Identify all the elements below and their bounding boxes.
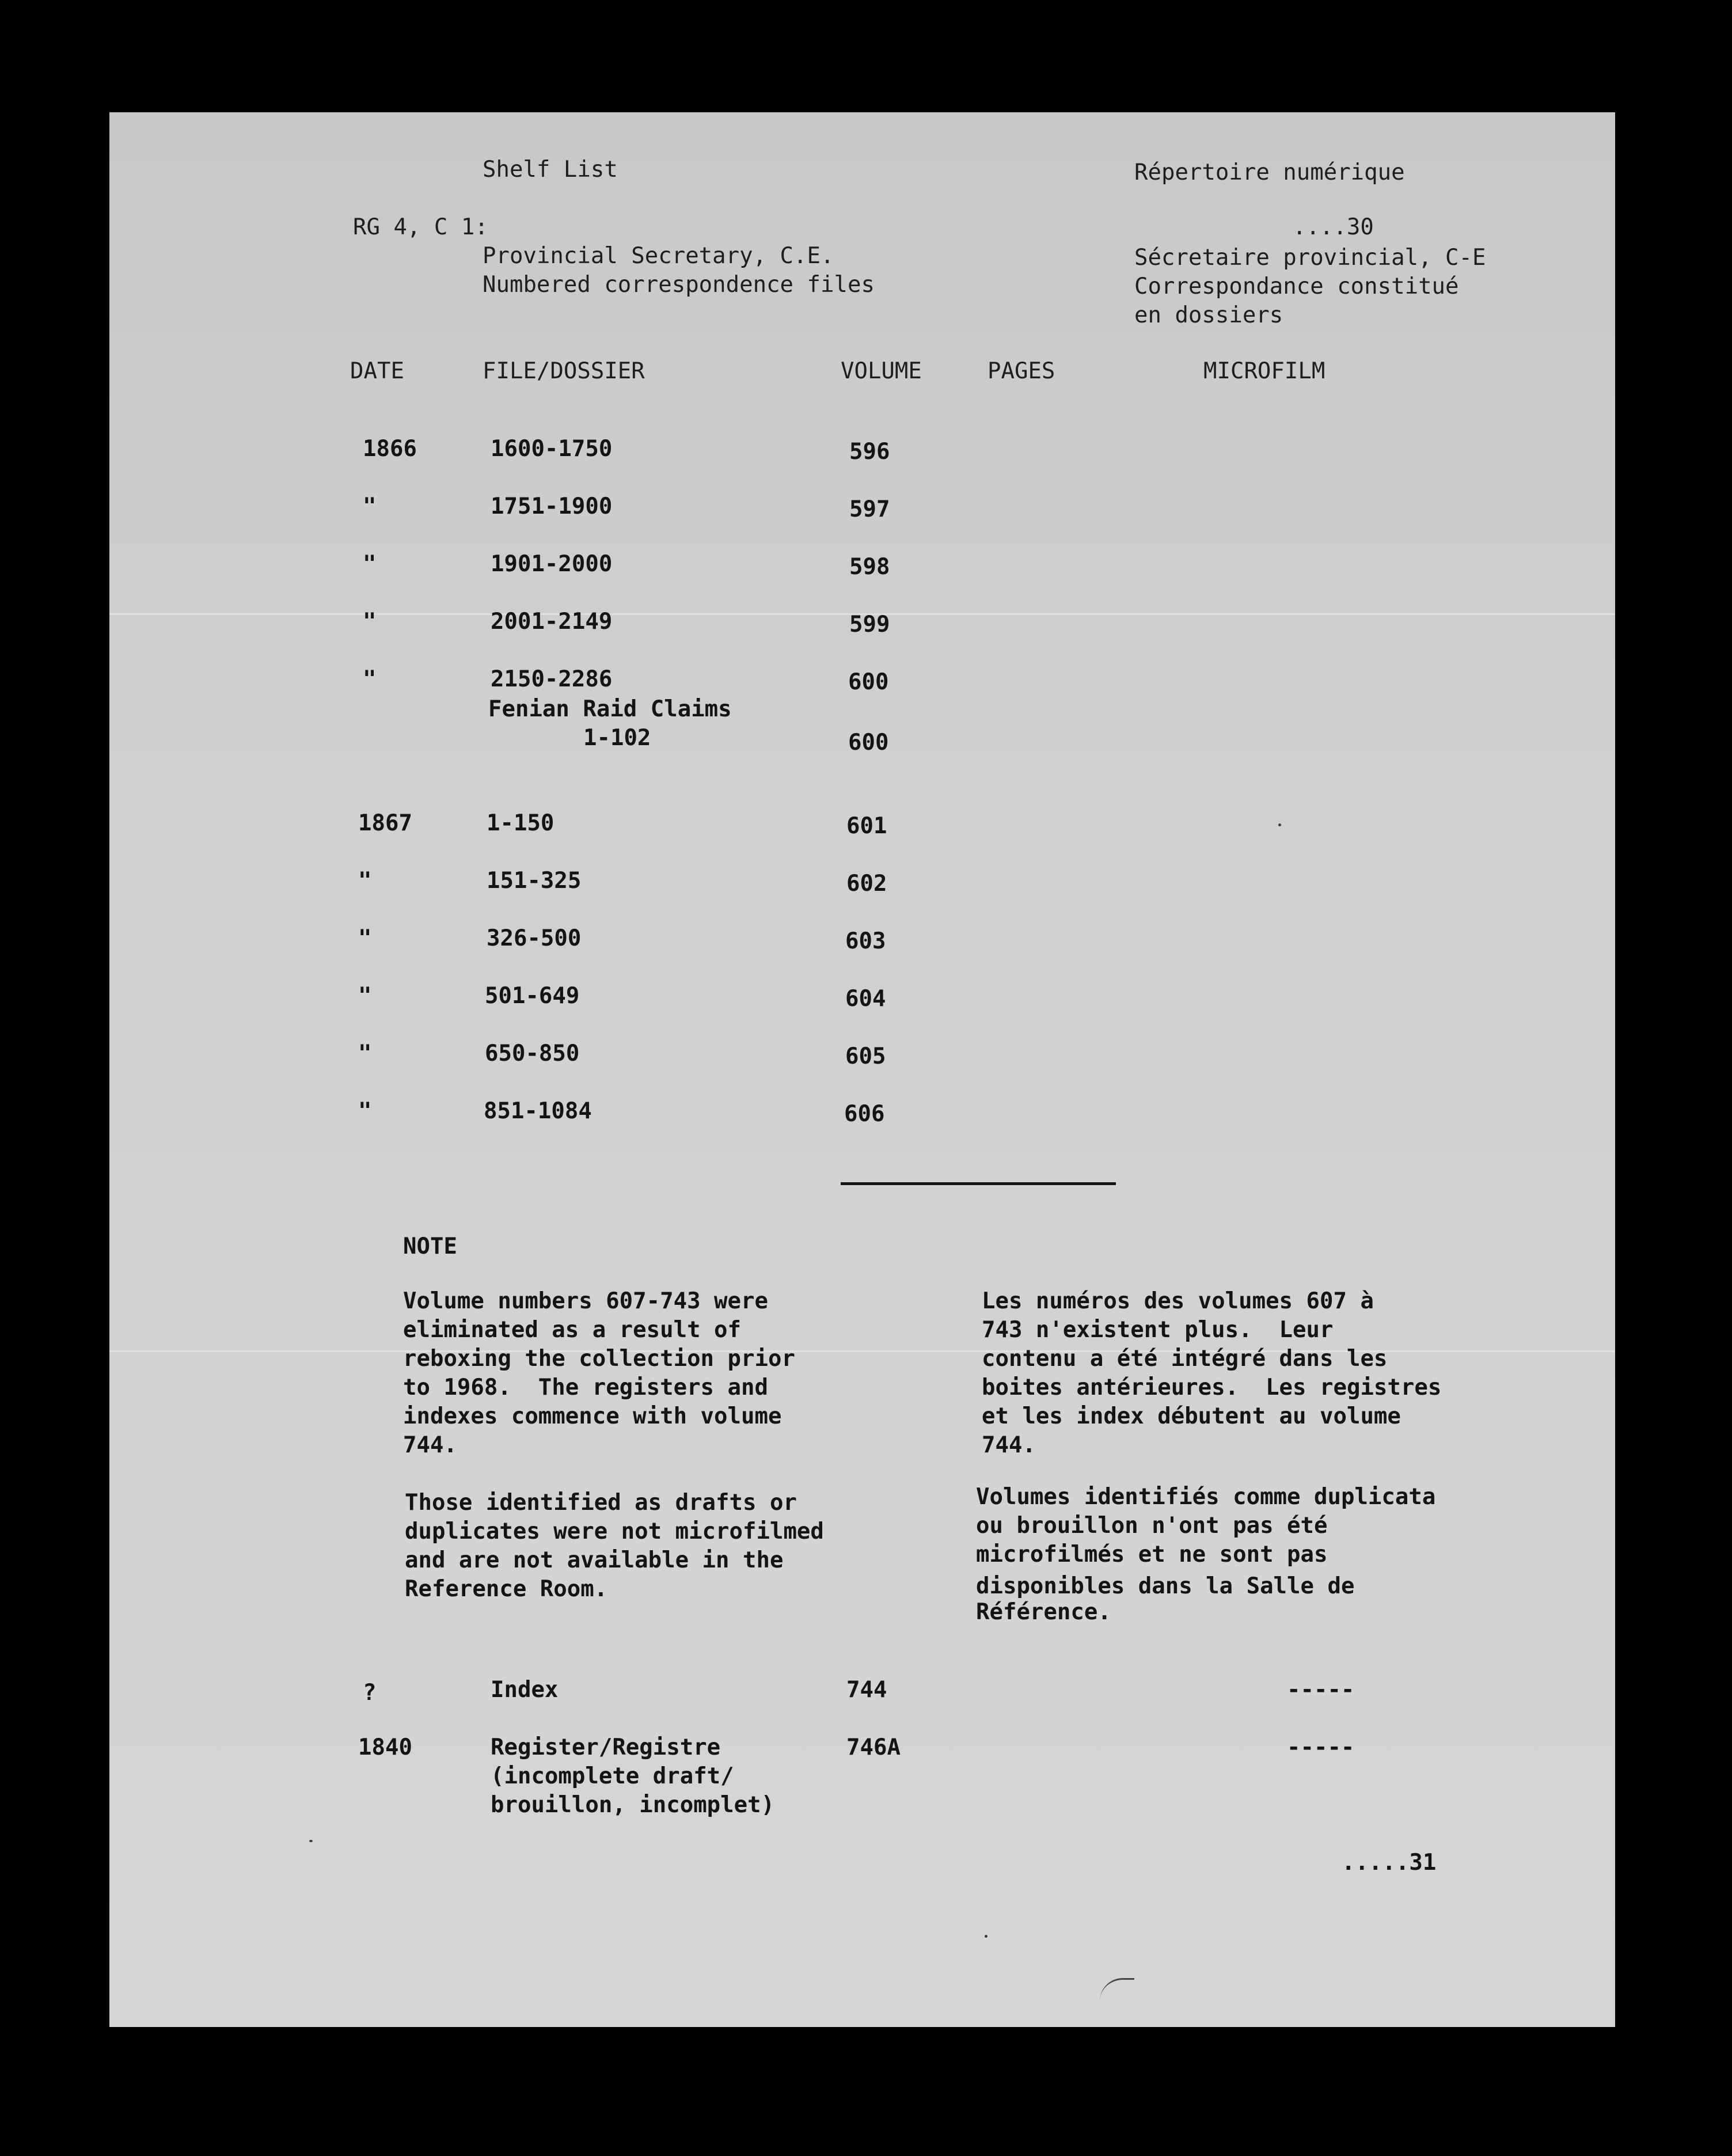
row-date-ditto: " <box>363 494 377 519</box>
shelf-list-title: Shelf List <box>483 157 618 183</box>
row-date: ? <box>363 1680 377 1706</box>
row-file-register-note: (incomplete draft/ <box>491 1763 734 1789</box>
row-file-range: 2001-2149 <box>491 609 613 635</box>
row-file-range: 1600-1750 <box>491 436 613 462</box>
row-volume: 606 <box>844 1101 885 1127</box>
fenian-raid-claims-volume: 600 <box>848 730 889 756</box>
fonds-title-en: Provincial Secretary, C.E. <box>483 243 834 269</box>
column-header-pages: PAGES <box>987 358 1055 384</box>
scan-mark <box>1100 1978 1134 2014</box>
row-volume: 746A <box>846 1734 901 1760</box>
row-volume: 599 <box>849 612 890 637</box>
row-volume: 605 <box>845 1043 886 1069</box>
scan-speck <box>309 1840 313 1842</box>
fonds-subtitle-fr: Correspondance constitué <box>1134 274 1459 299</box>
note-line: Those identified as drafts or <box>405 1490 797 1516</box>
row-date-ditto: " <box>358 983 372 1009</box>
note-line: ou brouillon n'ont pas été <box>976 1513 1328 1539</box>
note-line: 744. <box>982 1432 1036 1458</box>
column-header-file: FILE/DOSSIER <box>483 358 645 384</box>
row-volume: 601 <box>846 813 887 839</box>
row-date-ditto: " <box>363 666 377 692</box>
scan-speck <box>985 1935 987 1938</box>
row-file-range: 851-1084 <box>484 1098 592 1124</box>
row-date: 1866 <box>363 436 417 462</box>
fenian-raid-claims-label: Fenian Raid Claims <box>488 696 732 722</box>
next-page-marker: .....31 <box>1342 1850 1437 1876</box>
note-line: 744. <box>403 1432 457 1458</box>
fonds-title-fr: Sécretaire provincial, C-E <box>1134 245 1486 271</box>
fenian-raid-claims-range: 1-102 <box>583 725 651 751</box>
note-line: contenu a été intégré dans les <box>982 1346 1388 1372</box>
row-date-ditto: " <box>363 609 377 635</box>
row-volume: 597 <box>849 496 890 522</box>
row-file-range: 1-150 <box>487 810 554 836</box>
row-date-ditto: " <box>358 868 372 894</box>
fonds-subtitle-en: Numbered correspondence files <box>483 272 875 298</box>
row-date-ditto: " <box>363 551 377 577</box>
row-volume: 600 <box>848 669 889 695</box>
note-line: reboxing the collection prior <box>403 1346 795 1372</box>
note-line: indexes commence with volume <box>403 1403 782 1429</box>
row-file-range: 1751-1900 <box>491 494 613 519</box>
page-number: ....30 <box>1293 214 1374 240</box>
row-date: 1867 <box>358 810 412 836</box>
row-date-ditto: " <box>358 1041 372 1066</box>
row-file-range: 151-325 <box>487 868 582 894</box>
row-volume: 596 <box>849 439 890 465</box>
note-line: to 1968. The registers and <box>403 1375 768 1400</box>
note-line: eliminated as a result of <box>403 1317 741 1343</box>
row-volume: 602 <box>846 871 887 897</box>
row-file-register-note: brouillon, incomplet) <box>491 1792 775 1818</box>
row-date-ditto: " <box>358 925 372 951</box>
row-volume: 604 <box>845 986 886 1012</box>
note-heading: NOTE <box>403 1233 457 1259</box>
note-line: Volume numbers 607-743 were <box>403 1288 768 1314</box>
scan-speck <box>1278 823 1281 826</box>
row-file-index: Index <box>491 1677 559 1703</box>
row-microfilm-dash: ----- <box>1287 1734 1355 1760</box>
note-line: and are not available in the <box>405 1547 784 1573</box>
section-divider-line <box>841 1182 1116 1185</box>
repertoire-title: Répertoire numérique <box>1134 160 1405 185</box>
row-microfilm-dash: ----- <box>1287 1677 1355 1703</box>
note-line: Les numéros des volumes 607 à <box>982 1288 1374 1314</box>
note-line: boites antérieures. Les registres <box>982 1375 1442 1400</box>
row-volume: 598 <box>849 554 890 580</box>
row-file-range: 650-850 <box>485 1041 580 1066</box>
row-date-ditto: " <box>358 1098 372 1124</box>
column-header-microfilm: MICROFILM <box>1203 358 1325 384</box>
document-page <box>109 112 1615 2027</box>
column-header-volume: VOLUME <box>841 358 922 384</box>
row-date: 1840 <box>358 1734 412 1760</box>
note-line: microfilmés et ne sont pas <box>976 1542 1328 1567</box>
row-file-range: 326-500 <box>487 925 582 951</box>
page-fold <box>109 1350 1615 1352</box>
row-file-range: 501-649 <box>485 983 580 1009</box>
note-line: Référence. <box>976 1599 1111 1625</box>
row-volume: 744 <box>846 1677 887 1703</box>
note-line: Volumes identifiés comme duplicata <box>976 1484 1436 1510</box>
row-file-range: 2150-2286 <box>491 666 613 692</box>
note-line: duplicates were not microfilmed <box>405 1519 824 1544</box>
row-file-register: Register/Registre <box>491 1734 721 1760</box>
note-line: et les index débutent au volume <box>982 1403 1401 1429</box>
note-line: Reference Room. <box>405 1576 608 1602</box>
record-group-reference: RG 4, C 1: <box>353 214 488 240</box>
fonds-subtitle-fr-2: en dossiers <box>1134 302 1283 328</box>
row-file-range: 1901-2000 <box>491 551 613 577</box>
row-volume: 603 <box>845 928 886 954</box>
column-header-date: DATE <box>350 358 404 384</box>
note-line: disponibles dans la Salle de <box>976 1573 1355 1599</box>
note-line: 743 n'existent plus. Leur <box>982 1317 1334 1343</box>
